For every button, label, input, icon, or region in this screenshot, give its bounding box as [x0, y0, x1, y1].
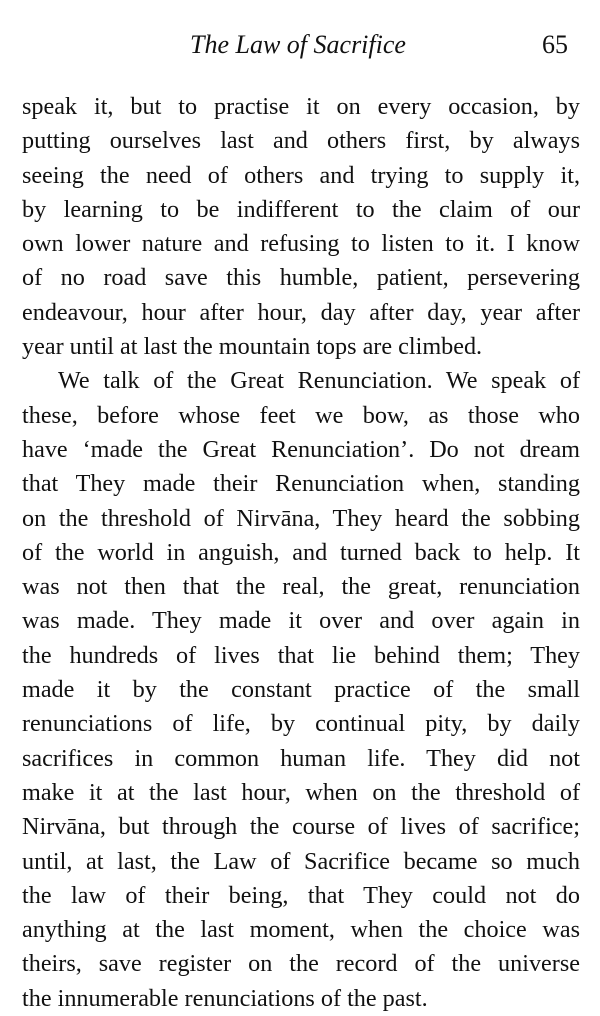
text-line: Nirvāna, but through the course of lives of sacrifice;	[22, 813, 580, 841]
paragraph-continued	[22, 90, 580, 364]
text-line: the law of their being, that They could not do	[22, 881, 580, 909]
paragraph-great-renunciation	[22, 364, 580, 1016]
text-line: the innumerable renunciations of the past.	[22, 984, 428, 1012]
text-line: anything at the last moment, when the choice was	[22, 916, 580, 944]
page-number: 65	[542, 30, 568, 59]
text-line: have ‘made the Great Renunciation’. Do not dream	[22, 435, 580, 463]
text-line: speak it, but to practise it on every occasion, by	[22, 93, 580, 120]
text-line: by learning to be indifferent to the claim of our	[22, 195, 580, 223]
text-line: make it at the last hour, when on the threshold of	[22, 778, 580, 806]
text-line: these, before whose feet we bow, as those who	[22, 401, 580, 429]
text-line: year until at last the mountain tops are climbed.	[22, 333, 483, 361]
text-line: that They made their Renunciation when, standing	[22, 470, 580, 498]
text-line: We talk of the Great Renunciation. We speak of	[58, 367, 580, 395]
text-line: putting ourselves last and others first, by always	[22, 127, 580, 155]
text-line: made it by the constant practice of the small	[22, 676, 580, 704]
text-line: was not then that the real, the great, renunciation	[22, 573, 580, 601]
text-line: renunciations of life, by continual pity, by daily	[22, 710, 580, 738]
text-line: the hundreds of lives that lie behind them; They	[22, 641, 580, 669]
text-line: on the threshold of Nirvāna, They heard the sobbing	[22, 504, 580, 532]
running-title: The Law of Sacrifice	[190, 30, 406, 59]
body-text	[22, 90, 580, 1016]
text-line: seeing the need of others and trying to supply it,	[22, 161, 580, 189]
text-line: of the world in anguish, and turned back to help. It	[22, 538, 580, 566]
text-line: was made. They made it over and over again in	[22, 607, 580, 635]
text-line: of no road save this humble, patient, persevering	[22, 264, 580, 292]
text-line: endeavour, hour after hour, day after day, year after	[22, 298, 580, 326]
text-line: sacrifices in common human life. They did not	[22, 744, 580, 772]
text-line: theirs, save register on the record of the universe	[22, 950, 580, 978]
text-line: own lower nature and refusing to listen to it. I know	[22, 230, 580, 258]
text-line: until, at last, the Law of Sacrifice became so much	[22, 847, 580, 875]
